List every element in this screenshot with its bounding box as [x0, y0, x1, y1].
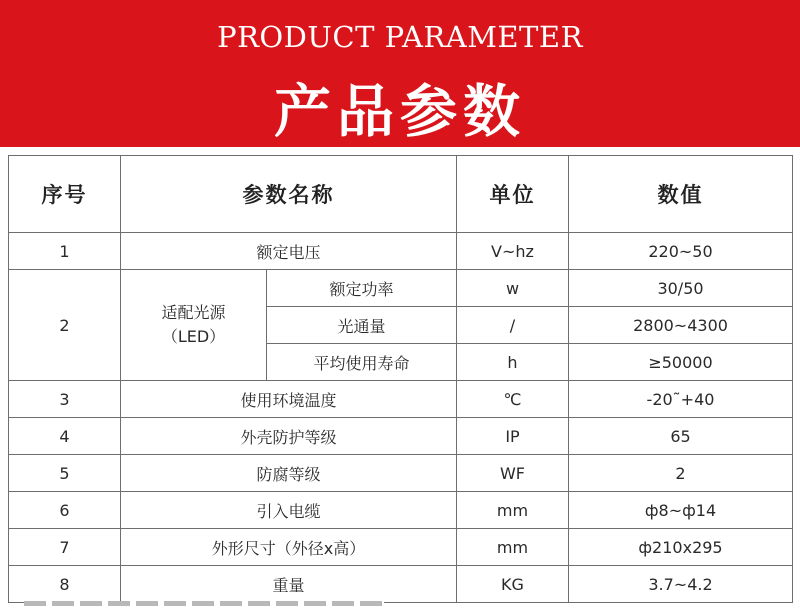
- row-sub-name: 光通量: [267, 307, 457, 344]
- row-unit: V~hz: [457, 233, 569, 270]
- row-index: 6: [9, 492, 121, 529]
- table-row: [9, 418, 793, 455]
- row-unit: KG: [457, 566, 569, 603]
- row-unit: WF: [457, 455, 569, 492]
- row-index: 8: [9, 566, 121, 603]
- table-row: [9, 566, 793, 603]
- row-unit: h: [457, 344, 569, 381]
- row-name: 引入电缆: [121, 492, 457, 529]
- table-row: [9, 233, 793, 270]
- group-label-line2: （LED）: [161, 327, 226, 346]
- header-value: 数值: [569, 156, 793, 233]
- row-unit: IP: [457, 418, 569, 455]
- row-unit: ℃: [457, 381, 569, 418]
- row-unit: w: [457, 270, 569, 307]
- table-row: [9, 455, 793, 492]
- table-header-row: [9, 156, 793, 233]
- row-value: ф8~ф14: [569, 492, 793, 529]
- row-value: 30/50: [569, 270, 793, 307]
- row-value: ф210x295: [569, 529, 793, 566]
- banner-title-cn: 产品参数: [274, 79, 526, 145]
- header-unit: 单位: [457, 156, 569, 233]
- parameter-table: [8, 155, 793, 603]
- header-banner: [0, 0, 800, 147]
- row-value: ≥50000: [569, 344, 793, 381]
- row-name: 防腐等级: [121, 455, 457, 492]
- table-row: [9, 270, 793, 307]
- row-unit: mm: [457, 529, 569, 566]
- row-value: 3.7~4.2: [569, 566, 793, 603]
- row-value: 2800~4300: [569, 307, 793, 344]
- row-unit: /: [457, 307, 569, 344]
- row-unit: mm: [457, 492, 569, 529]
- row-sub-name: 额定功率: [267, 270, 457, 307]
- row-group-label: [121, 270, 267, 381]
- cropped-text-strip: [24, 601, 384, 606]
- row-index: 3: [9, 381, 121, 418]
- row-value: 220~50: [569, 233, 793, 270]
- row-index: 2: [9, 270, 121, 381]
- row-name: 使用环境温度: [121, 381, 457, 418]
- row-name: 外壳防护等级: [121, 418, 457, 455]
- table-row: [9, 529, 793, 566]
- header-name: 参数名称: [121, 156, 457, 233]
- group-label-line1: 适配光源: [161, 303, 226, 322]
- row-index: 5: [9, 455, 121, 492]
- row-name: 重量: [121, 566, 457, 603]
- row-name: 外形尺寸（外径x高）: [121, 529, 457, 566]
- row-value: -20˜+40: [569, 381, 793, 418]
- row-sub-name: 平均使用寿命: [267, 344, 457, 381]
- row-name: 额定电压: [121, 233, 457, 270]
- row-index: 1: [9, 233, 121, 270]
- row-value: 65: [569, 418, 793, 455]
- row-value: 2: [569, 455, 793, 492]
- row-index: 7: [9, 529, 121, 566]
- table-row: [9, 492, 793, 529]
- banner-title-en: PRODUCT PARAMETER: [217, 20, 583, 54]
- row-index: 4: [9, 418, 121, 455]
- header-index: 序号: [9, 156, 121, 233]
- table-row: [9, 381, 793, 418]
